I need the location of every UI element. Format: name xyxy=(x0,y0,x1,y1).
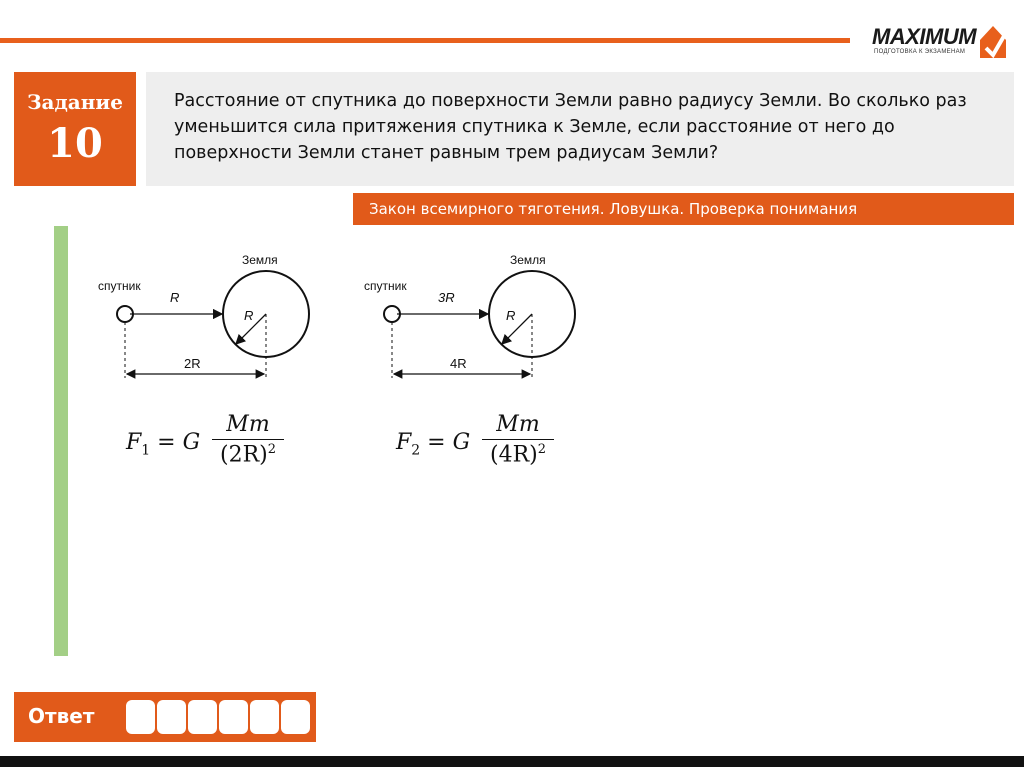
formula-f2-fraction xyxy=(482,412,554,467)
gap-label-2: 3R xyxy=(438,290,455,305)
answer-bar xyxy=(14,692,316,742)
answer-label: Ответ xyxy=(28,704,95,728)
satellite-label-2: спутник xyxy=(364,279,407,293)
logo-wordmark: MAXIMUM xyxy=(872,24,977,49)
radius-label-2: R xyxy=(506,308,516,323)
task-label: Задание xyxy=(27,90,123,114)
formula-f2-denominator xyxy=(482,440,554,467)
radius-label-1: R xyxy=(244,308,254,323)
top-accent-line xyxy=(0,38,850,43)
diagram-2 xyxy=(364,253,575,378)
satellite-label-1: спутник xyxy=(98,279,141,293)
answer-cells xyxy=(126,700,310,734)
gap-label-1: R xyxy=(170,290,180,305)
formula-f2-lhs xyxy=(396,430,470,458)
answer-cell-6[interactable] xyxy=(281,700,310,734)
formula-f1-denominator xyxy=(212,440,284,467)
green-side-bar xyxy=(54,226,68,656)
formula-f1-power: 2 xyxy=(267,442,276,457)
answer-cell-5[interactable] xyxy=(250,700,279,734)
formula-f1-eq: = G xyxy=(150,430,201,455)
formula-f2-numerator: Mm xyxy=(482,412,554,440)
formula-f1-subscript: 1 xyxy=(141,442,151,459)
formula-f2 xyxy=(396,412,576,482)
answer-cell-4[interactable] xyxy=(219,700,248,734)
question-text: Расстояние от спутника до поверхности Земли равно радиусу Земли. Во сколько раз уменьшится сила притяжения спутника к Земле, если расстояние от него до поверхности Земли станет равным трем радиусам Земли? xyxy=(146,72,1014,186)
topic-banner: Закон всемирного тяготения. Ловушка. Проверка понимания xyxy=(353,193,1014,225)
logo-house-icon xyxy=(976,22,1010,62)
answer-cell-3[interactable] xyxy=(188,700,217,734)
formula-f1-numerator: Mm xyxy=(212,412,284,440)
bottom-dark-bar xyxy=(0,756,1024,767)
formula-f2-denominator-base: (4R) xyxy=(489,442,538,468)
logo-tagline: ПОДГОТОВКА К ЭКЗАМЕНАМ xyxy=(874,49,966,55)
formula-f1-lhs xyxy=(126,430,200,458)
distance-label-1: 2R xyxy=(184,356,201,371)
task-number: 10 xyxy=(47,120,103,167)
formula-f2-subscript: 2 xyxy=(411,442,421,459)
answer-cell-1[interactable] xyxy=(126,700,155,734)
formula-f1-symbol: F xyxy=(126,430,142,455)
distance-label-2: 4R xyxy=(450,356,467,371)
earth-label-1: Земля xyxy=(242,253,278,267)
logo xyxy=(872,22,1012,68)
formula-f1-fraction xyxy=(212,412,284,467)
formula-f1 xyxy=(126,412,306,482)
answer-cell-2[interactable] xyxy=(157,700,186,734)
formula-f2-power: 2 xyxy=(537,442,546,457)
formula-f2-symbol: F xyxy=(396,430,412,455)
formula-f2-eq: = G xyxy=(420,430,471,455)
earth-label-2: Земля xyxy=(510,253,546,267)
diagram-1 xyxy=(98,253,309,378)
orbit-diagrams xyxy=(80,238,600,398)
task-badge xyxy=(14,72,136,186)
formula-f1-denominator-base: (2R) xyxy=(219,442,268,468)
